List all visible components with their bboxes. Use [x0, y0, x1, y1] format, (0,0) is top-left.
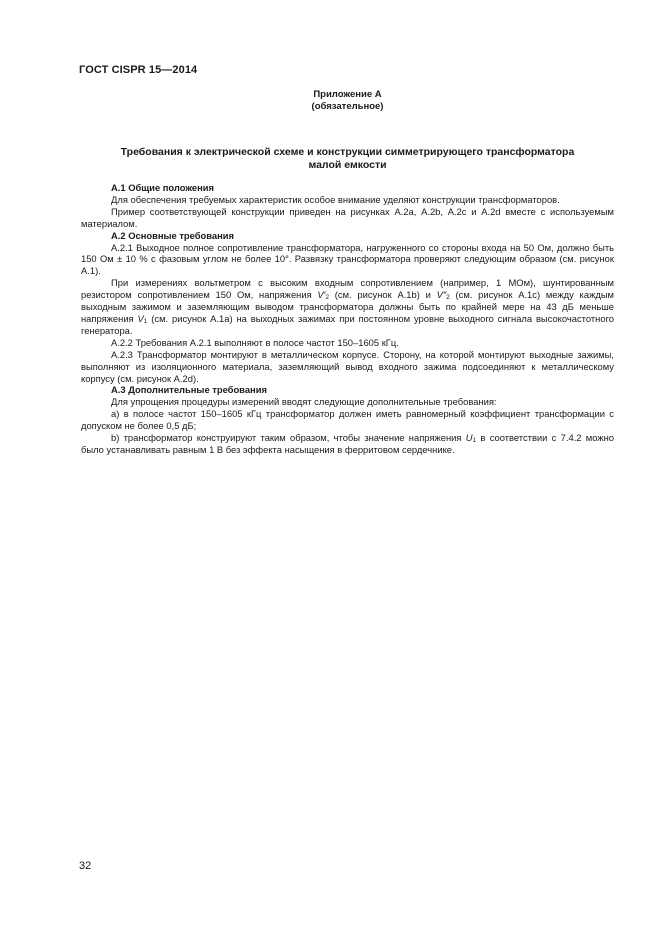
section-a3-paragraph-2: а) в полосе частот 150–1605 кГц трансформатор должен иметь равномерный коэффициент трансформации с допуском не более 0,5 дБ;: [81, 408, 614, 432]
main-title-line-1: Требования к электрической схеме и конструкции симметрирующего трансформатора: [120, 146, 575, 158]
subscript: 2: [446, 294, 450, 302]
voltage-symbol-u1: U: [465, 432, 473, 444]
text-fragment: (см. рисунок А.1а) на выходных зажимах при постоянном уровне выходного сигнала высокочастотного генератора.: [81, 312, 614, 336]
body-text: [81, 182, 614, 456]
text-fragment: в соответствии с 7.4.2 можно было устанавливать равным 1 В без эффекта насыщения в ферритовом сердечнике.: [81, 432, 615, 455]
subscript: 1: [472, 437, 477, 445]
page-number: 32: [79, 860, 92, 872]
section-a2-heading: А.2 Основные требования: [111, 229, 235, 241]
section-a1-paragraph-2: Пример соответствующей конструкции приведен на рисунках А.2а, А.2b, А.2c и А.2d вместе с используемым материалом.: [81, 205, 614, 229]
appendix-heading: [150, 89, 545, 113]
section-a3-paragraph-3: [81, 432, 614, 456]
section-a3-paragraph-1: Для упрощения процедуры измерений вводят следующие дополнительные требования:: [111, 396, 497, 408]
main-title: [90, 146, 605, 171]
section-a2-paragraph-3: А.2.2 Требования А.2.1 выполняют в полосе частот 150–1605 кГц.: [111, 336, 399, 348]
section-a3-heading: А.3 Дополнительные требования: [111, 384, 267, 396]
text-fragment: b) трансформатор конструируют таким образом, чтобы значение напряжения: [111, 432, 466, 444]
section-a1-heading: А.1 Общие положения: [111, 182, 214, 193]
section-a1-paragraph-1: Для обеспечения требуемых характеристик особое внимание уделяют конструкции трансформаторов.: [111, 193, 560, 205]
appendix-status: (обязательное): [311, 101, 384, 112]
appendix-title: Приложение А: [313, 89, 382, 100]
section-a2-paragraph-4: А.2.3 Трансформатор монтируют в металлическом корпусе. Сторону, на которой монтируют выходные зажимы, выполняют из изоляционного материала, заземляющий вывод входного зажима подсоединяют к металлическому корпусу (см. рисунок А.2d).: [81, 348, 614, 384]
voltage-symbol-v2-prime: V′: [317, 289, 326, 301]
voltage-symbol-v1: V: [137, 312, 144, 324]
voltage-symbol-v2-double-prime: V″: [436, 289, 447, 301]
document-code: ГОСТ CISPR 15—2014: [79, 64, 198, 76]
main-title-line-2: малой емкости: [308, 158, 387, 171]
subscript: 1: [143, 317, 148, 325]
text-fragment: При измерениях вольтметром с высоким входным сопротивлением (например, 1 МОм), шунтированным резистором сопротивлением 150 Ом, напряжения: [81, 277, 614, 301]
section-a2-paragraph-1: А.2.1 Выходное полное сопротивление трансформатора, нагруженного со стороны входа на 50 Ом, должно быть 150 Ом ± 10 % с фазовым углом не более 10°. Развязку трансформатора проверяют следующим образом (см. рисунок А.1).: [81, 241, 614, 277]
text-fragment: (см. рисунок А.1c) между каждым выходным зажимом и заземляющим выводом трансформатора должны быть по крайней мере на 43 дБ меньше напряжения: [81, 289, 614, 324]
text-fragment: (см. рисунок А.1b) и: [329, 289, 437, 301]
subscript: 2: [325, 294, 330, 302]
section-a2-paragraph-2: [81, 277, 614, 337]
